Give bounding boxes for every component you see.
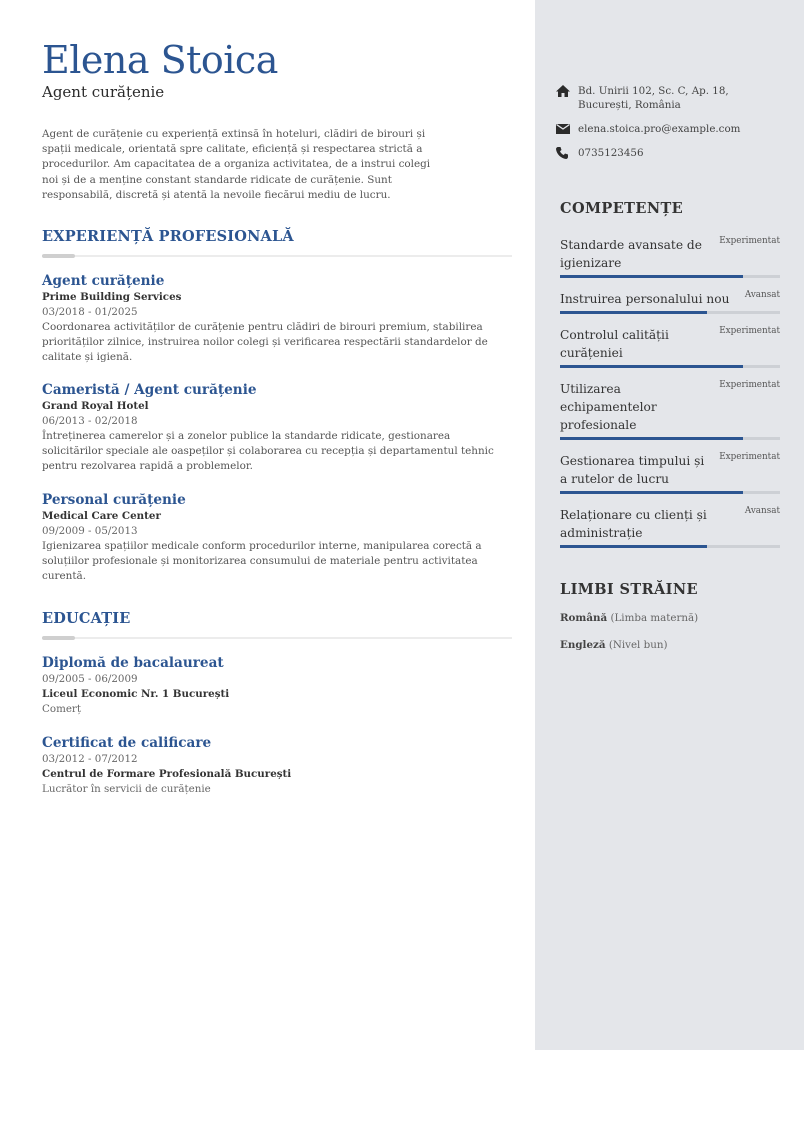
company-name: Medical Care Center [42,510,161,522]
institution-name: Liceul Economic Nr. 1 București [42,688,230,700]
home-icon [555,84,571,98]
envelope-icon [555,122,571,136]
skill-name: Standarde avansate de igienizare [560,238,702,270]
skill-item [560,326,780,368]
skill-bar [560,545,780,548]
skill-bar [560,275,780,278]
skill-name: Gestionarea timpului și a rutelor de lucru [560,454,705,486]
skill-bar-fill [560,491,743,494]
skill-bar-fill [560,311,707,314]
company-name: Prime Building Services [42,291,182,303]
skill-level: Avansat [744,290,780,300]
skill-bar [560,491,780,494]
skill-name: Utilizarea echipamentelor profesionale [560,382,657,432]
company-name: Grand Royal Hotel [42,400,149,412]
contact-email[interactable] [555,122,785,136]
section-divider [42,637,512,639]
education-section-title: EDUCAȚIE [42,610,131,627]
address-text: Bd. Unirii 102, Sc. C, Ap. 18, București, România [578,85,729,111]
job-description: Întreținerea camerelor și a zonelor publice la standarde ridicate, gestionarea solicitărilor speciale ale oaspeților și colaborarea cu recepția și departamentul tehnic pentru rezolvarea rapidă a problemelor. [42,430,494,472]
phone-icon [555,146,571,160]
education-entry [42,654,512,717]
job-description: Coordonarea activităților de curățenie pentru clădiri de birouri premium, stabilirea priorităților zilnice, instruirea noilor colegi și verificarea respectării standardelor de calitate și igienă. [42,321,488,363]
language-name: Engleză [560,639,606,651]
job-dates: 06/2013 - 02/2018 [42,415,138,427]
job-dates: 03/2018 - 01/2025 [42,306,138,318]
skill-item [560,290,780,314]
language-item [560,612,698,624]
language-item [560,639,667,651]
institution-name: Centrul de Formare Profesională București [42,768,292,780]
skill-bar [560,437,780,440]
education-entry [42,734,512,797]
job-title: Personal curățenie [42,492,186,508]
language-level: (Limba maternă) [610,612,699,624]
job-title: Cameristă / Agent curățenie [42,382,257,398]
experience-section-title: EXPERIENȚĂ PROFESIONALĂ [42,228,294,245]
education-dates: 03/2012 - 07/2012 [42,753,138,765]
skill-item [560,506,780,548]
skill-level: Experimentat [719,236,780,246]
skill-bar-fill [560,437,743,440]
sidebar [535,0,804,1050]
contact-address [555,84,785,112]
experience-entry [42,272,512,365]
skill-level: Avansat [744,506,780,516]
skill-item [560,452,780,494]
experience-entry [42,381,512,474]
section-divider [42,255,512,257]
job-title: Agent curățenie [42,273,165,289]
skill-name: Instruirea personalului nou [560,292,730,306]
language-level: (Nivel bun) [608,639,668,651]
skill-bar-fill [560,365,743,368]
skill-level: Experimentat [719,380,780,390]
languages-section-title: LIMBI STRĂINE [560,581,698,598]
education-field: Comerț [42,703,81,715]
skills-section-title: COMPETENȚE [560,200,684,217]
skill-bar [560,311,780,314]
skill-item [560,236,780,278]
skill-level: Experimentat [719,452,780,462]
skill-item [560,380,780,440]
job-dates: 09/2009 - 05/2013 [42,525,138,537]
divider-accent [42,254,75,258]
skill-bar-fill [560,275,743,278]
phone-text[interactable]: 0735123456 [578,147,644,159]
experience-entry [42,491,512,584]
education-field: Lucrător în servicii de curățenie [42,783,211,795]
job-description: Igienizarea spațiilor medicale conform procedurilor interne, manipularea corectă a soluțiilor profesionale și monitorizarea consumului de materiale pentru activitatea curentă. [42,540,482,582]
skill-name: Relaționare cu clienți și administrație [560,508,707,540]
profile-summary: Agent de curățenie cu experiență extinsă în hoteluri, clădiri de birouri și spații medicale, orientată spre calitate, eficiență și respectarea strictă a procedurilor. Am capacitatea de a organiza activitatea, de a instrui colegi noi și de a menține constant standarde ridicate de curățenie. Sunt responsabilă, discretă și atentă la nevoile fiecărui mediu de lucru. [42,128,431,201]
skill-name: Controlul calității curățeniei [560,328,669,360]
degree-title: Diplomă de bacalaureat [42,655,224,671]
candidate-name: Elena Stoica [42,38,278,82]
degree-title: Certificat de calificare [42,735,212,751]
skill-bar [560,365,780,368]
skill-bar-fill [560,545,707,548]
candidate-role: Agent curățenie [42,83,165,101]
education-dates: 09/2005 - 06/2009 [42,673,138,685]
contact-phone[interactable] [555,146,785,160]
divider-accent [42,636,75,640]
language-name: Română [560,612,608,624]
email-text[interactable]: elena.stoica.pro@example.com [578,123,741,135]
skill-level: Experimentat [719,326,780,336]
